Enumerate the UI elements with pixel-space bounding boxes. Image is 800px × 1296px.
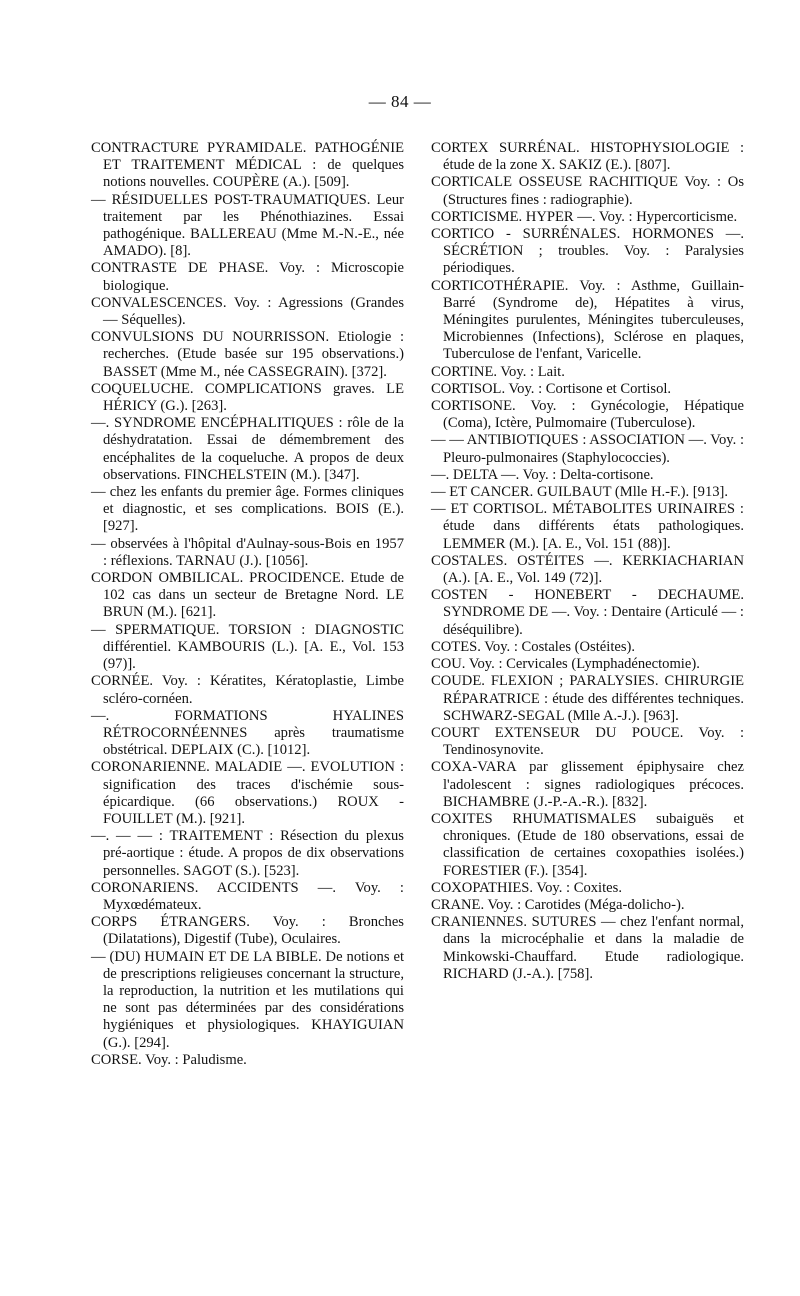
index-entry: CORTICOTHÉRAPIE. Voy. : Asthme, Guillain-Barré (Syndrome de), Hépatites à virus, Méningites purulentes, Méningites tuberculeuses, Microbiennes (Infections), Sclérose en plaques, Tuberculose de l'enfant, Varicelle. xyxy=(431,277,744,363)
index-entry: CORTINE. Voy. : Lait. xyxy=(431,363,565,380)
index-entry: CORTICO - SURRÉNALES. HORMONES —. SÉCRÉTION ; troubles. Voy. : Paralysies périodiques. xyxy=(431,226,744,277)
index-entry: CORONARIENS. ACCIDENTS —. Voy. : Myxœdémateux. xyxy=(91,879,404,913)
index-entry: COSTALES. OSTÉITES —. KERKIACHARIAN (A.). [A. E., Vol. 149 (72)]. xyxy=(431,552,744,587)
index-entry: COURT EXTENSEUR DU POUCE. Voy. : Tendinosynovite. xyxy=(431,724,744,759)
index-entry: — — ANTIBIOTIQUES : ASSOCIATION —. Voy. : Pleuro-pulmonaires (Staphylococcies). xyxy=(431,432,744,466)
right-column xyxy=(431,140,744,983)
index-entry: — SPERMATIQUE. TORSION : DIAGNOSTIC différentiel. KAMBOURIS (L.). [A. E., Vol. 153 (97)]. xyxy=(91,621,404,673)
index-entry: CORTICISME. HYPER —. Voy. : Hypercorticisme. xyxy=(431,208,738,225)
index-entry: COXOPATHIES. Voy. : Coxites. xyxy=(431,879,622,896)
page-number: — 84 — xyxy=(368,92,432,111)
index-entry: — chez les enfants du premier âge. Formes cliniques et diagnostic, et ses complications. BOIS (E.). [927]. xyxy=(91,484,404,535)
index-entry: — ET CANCER. GUILBAUT (Mlle H.-F.). [913]. xyxy=(431,484,729,501)
index-entry: —. — — : TRAITEMENT : Résection du plexus pré-aortique : étude. A propos de dix observations personnelles. SAGOT (S.). [523]. xyxy=(91,828,404,879)
index-entry: COSTEN - HONEBERT - DECHAUME. SYNDROME DE —. Voy. : Dentaire (Articulé — : déséquilibre). xyxy=(431,587,744,638)
index-entry: CORTEX SURRÉNAL. HISTOPHYSIOLOGIE : étude de la zone X. SAKIZ (E.). [807]. xyxy=(431,140,744,174)
index-entry: — ET CORTISOL. MÉTABOLITES URINAIRES : étude dans différents états pathologiques. LEMMER (M.). [A. E., Vol. 151 (88)]. xyxy=(431,501,744,552)
index-entry: CORPS ÉTRANGERS. Voy. : Bronches (Dilatations), Digestif (Tube), Oculaires. xyxy=(91,914,404,948)
index-entry: CONVULSIONS DU NOURRISSON. Etiologie : recherches. (Etude basée sur 195 observations.) BASSET (Mme M., née CASSEGRAIN). [372]. xyxy=(91,329,404,380)
left-column xyxy=(91,140,404,1069)
index-entry: CORTISOL. Voy. : Cortisone et Cortisol. xyxy=(431,380,672,397)
index-entry: COXITES RHUMATISMALES subaiguës et chroniques. (Etude de 180 observations, essai de classification de certaines coxopathies isolées.) FORESTIER (F.). [354]. xyxy=(431,810,744,879)
index-entry: CORNÉE. Voy. : Kératites, Kératoplastie, Limbe scléro-cornéen. xyxy=(91,673,404,707)
index-entry: CONTRACTURE PYRAMIDALE. PATHOGÉNIE ET TRAITEMENT MÉDICAL : de quelques notions nouvelles. COUPÈRE (A.). [509]. xyxy=(91,140,404,191)
index-entry: CORTISONE. Voy. : Gynécologie, Hépatique (Coma), Ictère, Pulmomaire (Tuberculose). xyxy=(431,398,744,432)
index-entry: COUDE. FLEXION ; PARALYSIES. CHIRURGIE RÉPARATRICE : étude des différentes techniques. SCHWARZ-SEGAL (Mlle A.-J.). [963]. xyxy=(431,673,744,724)
index-entry: COTES. Voy. : Costales (Ostéites). xyxy=(431,638,636,655)
index-entry: CORONARIENNE. MALADIE —. EVOLUTION : signification des traces d'ischémie sous-épicardique. (66 observations.) ROUX - FOUILLET (M.). [921]. xyxy=(91,759,404,827)
index-entry: CORTICALE OSSEUSE RACHITIQUE Voy. : Os (Structures fines : radiographie). xyxy=(431,174,744,208)
index-entry: CRANIENNES. SUTURES — chez l'enfant normal, dans la microcéphalie et dans la maladie de Minkowski-Chauffard. Etude radiologique. RICHARD (J.-A.). [758]. xyxy=(431,914,744,982)
index-entry: CORDON OMBILICAL. PROCIDENCE. Etude de 102 cas dans un secteur de Bretagne Nord. LE BRUN (M.). [621]. xyxy=(91,570,404,621)
index-entry: — observées à l'hôpital d'Aulnay-sous-Bois en 1957 : réflexions. TARNAU (J.). [1056]. xyxy=(91,535,404,569)
index-entry: —. FORMATIONS HYALINES RÉTROCORNÉENNES après traumatisme obstétrical. DEPLAIX (C.). [1012]. xyxy=(91,707,404,759)
index-entry: COU. Voy. : Cervicales (Lymphadénectomie). xyxy=(431,656,700,673)
index-entry: —. SYNDROME ENCÉPHALITIQUES : rôle de la déshydratation. Essai de démembrement des encéphalites de la coqueluche. A propos de deux observations. FINCHELSTEIN (M.). [347]. xyxy=(91,415,404,483)
index-entry: CONVALESCENCES. Voy. : Agressions (Grandes — Séquelles). xyxy=(91,294,404,329)
index-entry: CRANE. Voy. : Carotides (Méga-dolicho-). xyxy=(431,896,685,913)
index-entry: CONTRASTE DE PHASE. Voy. : Microscopie biologique. xyxy=(91,260,404,294)
index-entry: COQUELUCHE. COMPLICATIONS graves. LE HÉRICY (G.). [263]. xyxy=(91,380,404,415)
index-entry: — (DU) HUMAIN ET DE LA BIBLE. De notions et de prescriptions religieuses concernant la structure, la reproduction, la nutrition et les mutilations qui ne sont pas déterminées par des considérations hygiéniques et physiologiques. KHAYIGUIAN (G.). [294]. xyxy=(91,948,404,1051)
index-entry: —. DELTA —. Voy. : Delta-cortisone. xyxy=(431,466,654,483)
index-entry: CORSE. Voy. : Paludisme. xyxy=(91,1051,247,1068)
index-entry: COXA-VARA par glissement épiphysaire chez l'adolescent : signes radiologiques précoces. BICHAMBRE (J.-P.-A.-R.). [832]. xyxy=(431,759,744,810)
index-entry: — RÉSIDUELLES POST-TRAUMATIQUES. Leur traitement par les Phénothiazines. Essai pathogénique. BALLEREAU (Mme M.-N.-E., née AMADO). [8]. xyxy=(91,191,404,260)
